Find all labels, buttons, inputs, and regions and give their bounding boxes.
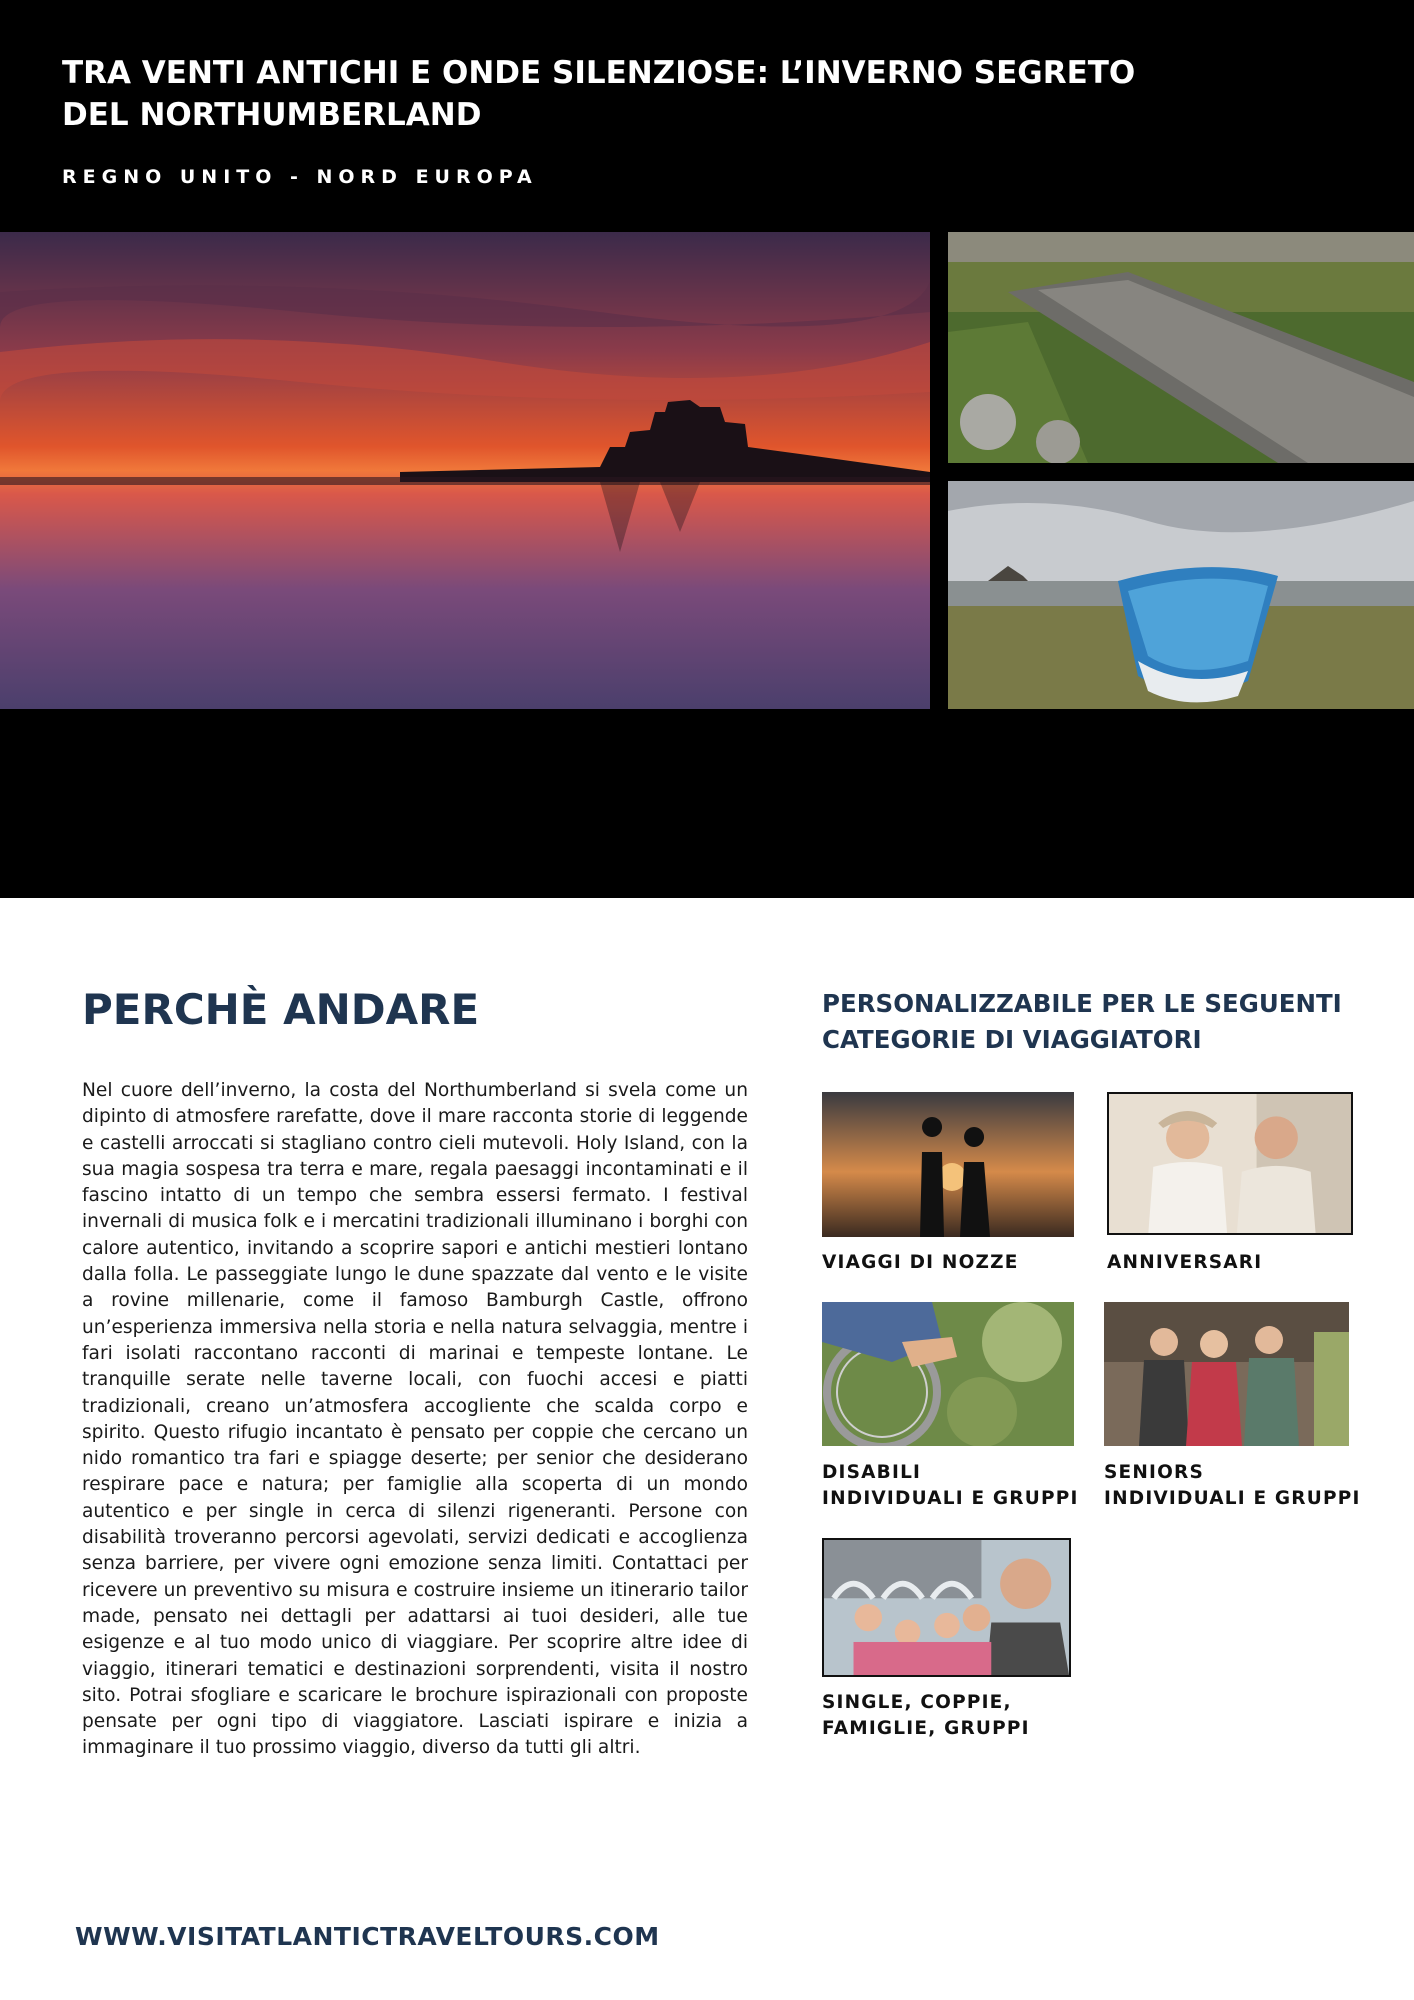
categories-title: PERSONALIZZABILE PER LE SEGUENTI CATEGORIE DI VIAGGIATORI — [822, 989, 1342, 1054]
family-thumbnail — [822, 1538, 1071, 1677]
disabled-thumbnail — [822, 1302, 1074, 1446]
category-label-anniversary: ANNIVERSARI — [1107, 1252, 1263, 1273]
category-label-family: SINGLE, COPPIE, FAMIGLIE, GRUPPI — [822, 1692, 1030, 1739]
castle-sunset-photo — [0, 232, 930, 709]
anniversary-thumbnail — [1107, 1092, 1353, 1235]
why-description: Nel cuore dell’inverno, la costa del Northumberland si svela come un dipinto di atmosfere rarefatte, dove il mare racconta storie di leggende e castelli arroccati si stagliano contro cieli mutevoli. Holy Island, con la sua magia sospesa tra terra e mare, regala paesaggi incontaminati e il fascino intatto di un tempo che sembra essersi fermato. I festival invernali di musica folk e i mercatini tradizionali illuminano i borghi con calore autentico, invitando a scoprire sapori e antichi mestieri lontano dalla folla. Le passeggiate lungo le dune spazzate dal vento e le visite a rovine millenarie, come il famoso Bamburgh Castle, offrono un’esperienza immersiva nella storia e nella natura selvaggia, mentre i fari isolati raccontano racconti di marinai e tempeste lontane. Le tranquille serate nelle taverne locali, con fuochi accesi e piatti tradizionali, creano un’atmosfera accogliente che scalda corpo e spirito. Questo rifugio incantato è pensato per coppie che cercano un nido romantico tra fari e spiagge deserte; per senior che desiderano respirare pace e natura; per famiglie alla scoperta di un mondo autentico e per single in cerca di silenzi rigeneranti. Persone con disabilità troveranno percorsi agevolati, servizi dedicati e accoglienza senza barriere, per vivere ogni emozione senza limiti. Contattaci per ricevere un preventivo su misura e costruire insieme un itinerario tailor made, pensato nei dettagli per adattarsi ai tuoi desideri, alle tue esigenze e al tuo modo unico di viaggiare. Per scoprire altre idee di viaggio, itinerari tematici e destinazioni sorprendenti, visita il nostro sito. Potrai sfogliare e scaricare le brochure ispirazionali con proposte pensate per ogni tipo di viaggiatore. Lasciati ispirare e inizia a immaginare il tuo prossimo viaggio, diverso da tutti gli altri. — [82, 1080, 748, 1759]
section-title-why: PERCHÈ ANDARE — [82, 985, 480, 1034]
page-title: TRA VENTI ANTICHI E ONDE SILENZIOSE: L’INVERNO SEGRETO DEL NORTHUMBERLAND — [62, 55, 1136, 133]
category-label-seniors: SENIORS INDIVIDUALI E GRUPPI — [1104, 1462, 1361, 1509]
seniors-thumbnail — [1104, 1302, 1349, 1446]
stone-wall-photo — [948, 232, 1414, 463]
category-label-honeymoon: VIAGGI DI NOZZE — [822, 1252, 1019, 1273]
blue-boat-photo — [948, 481, 1414, 709]
page-subtitle: REGNO UNITO - NORD EUROPA — [62, 166, 538, 188]
website-url[interactable]: WWW.VISITATLANTICTRAVELTOURS.COM — [75, 1922, 660, 1951]
honeymoon-thumbnail — [822, 1092, 1074, 1237]
category-label-disabled: DISABILI INDIVIDUALI E GRUPPI — [822, 1462, 1079, 1509]
hero-banner — [0, 0, 1414, 898]
